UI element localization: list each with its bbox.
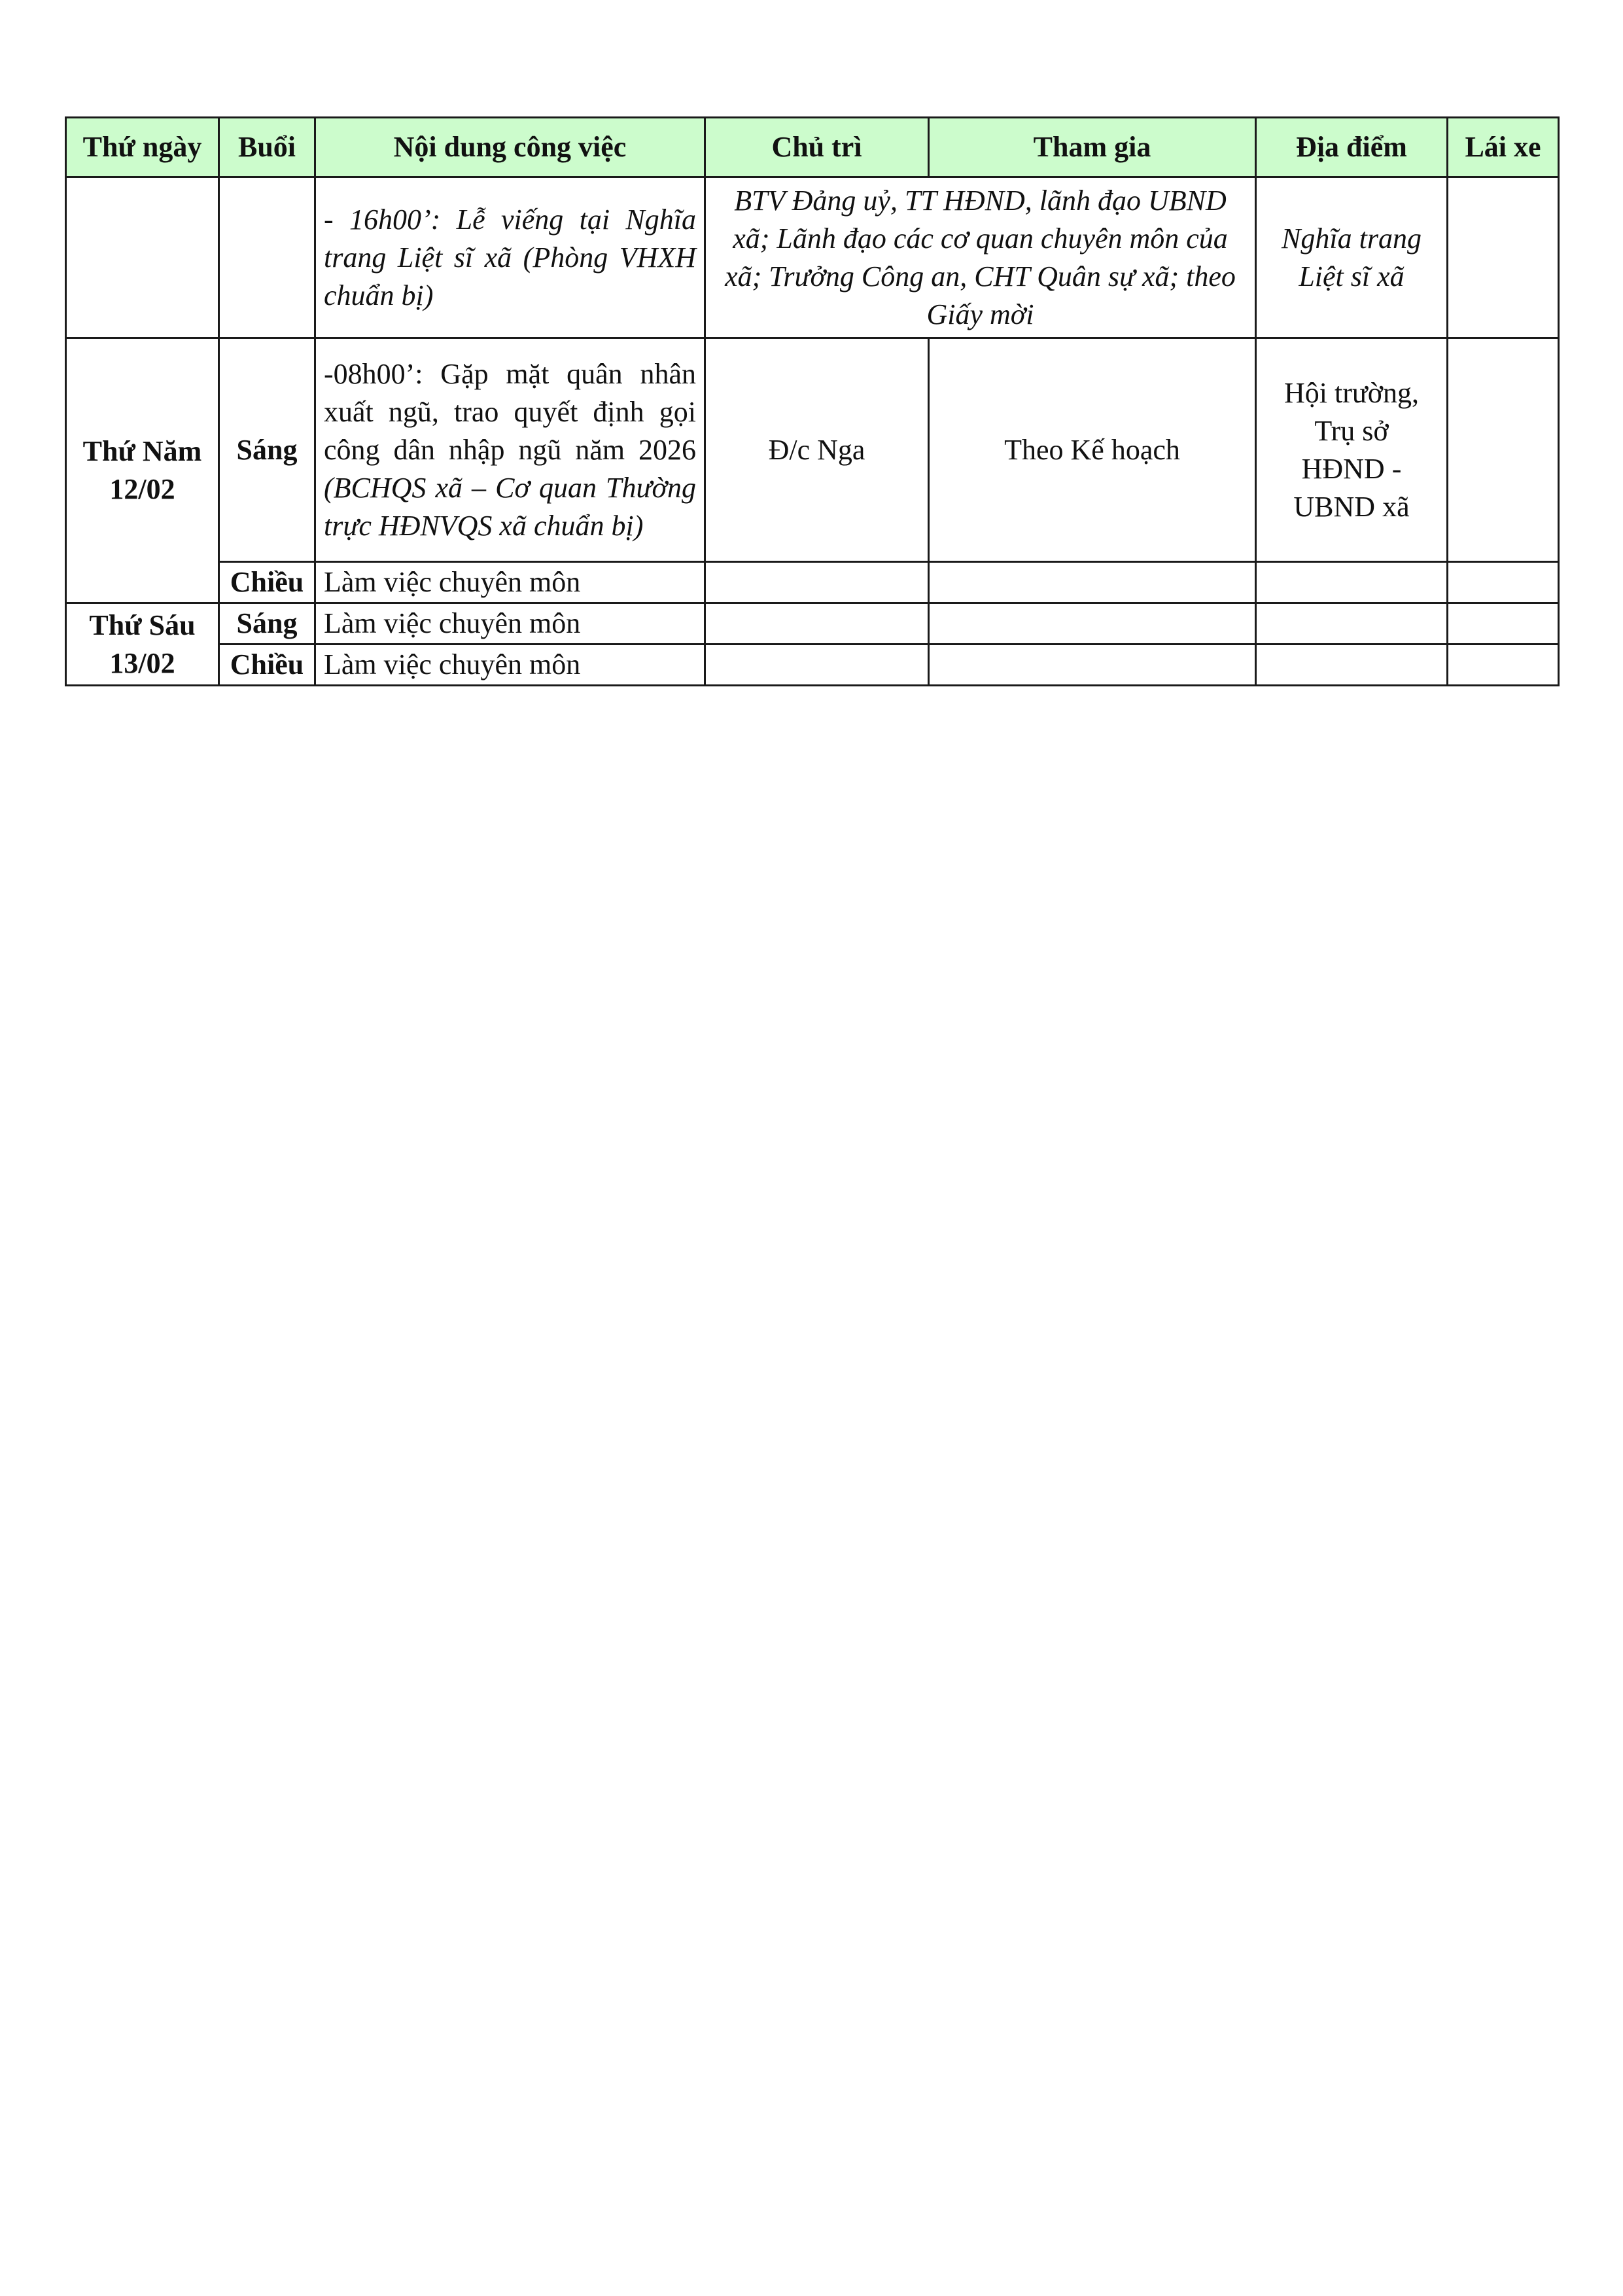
content-note: - 16h00’: Lễ viếng tại Nghĩa trang Liệt sĩ xã (Phòng VHXH chuẩn bị)	[324, 203, 696, 311]
participants-cell	[929, 603, 1256, 645]
session-cell: Sáng	[219, 603, 315, 645]
driver-cell	[1448, 645, 1559, 686]
table-row	[66, 338, 1559, 562]
location-line: HĐND -	[1301, 452, 1402, 485]
location-cell: Nghĩa trang Liệt sĩ xã	[1256, 177, 1448, 338]
day-name: Thứ Năm	[82, 435, 202, 467]
driver-cell	[1448, 177, 1559, 338]
location-cell	[1256, 645, 1448, 686]
table-row	[66, 645, 1559, 686]
table-row	[66, 562, 1559, 603]
location-cell	[1256, 603, 1448, 645]
location-line: Hội trường,	[1284, 376, 1419, 409]
header-participants: Tham gia	[929, 118, 1256, 177]
content-cell: Làm việc chuyên môn	[315, 562, 705, 603]
day-cell	[66, 603, 219, 686]
location-line: Trụ sở	[1314, 414, 1389, 447]
day-date: 12/02	[109, 473, 175, 505]
session-cell: Sáng	[219, 338, 315, 562]
header-content: Nội dung công việc	[315, 118, 705, 177]
content-text: -08h00’: Gặp mặt quân nhân xuất ngũ, trao quyết định gọi công dân nhập ngũ năm 2026	[324, 357, 696, 466]
day-name: Thứ Sáu	[89, 609, 196, 641]
header-driver: Lái xe	[1448, 118, 1559, 177]
work-schedule-table	[65, 116, 1560, 686]
header-day: Thứ ngày	[66, 118, 219, 177]
content-cell	[315, 338, 705, 562]
participants-cell	[929, 645, 1256, 686]
location-cell	[1256, 338, 1448, 562]
driver-cell	[1448, 338, 1559, 562]
session-cell	[219, 177, 315, 338]
content-cell	[315, 177, 705, 338]
day-cell	[66, 177, 219, 338]
content-note: (BCHQS xã – Cơ quan Thường trực HĐNVQS xã chuẩn bị)	[324, 471, 696, 542]
driver-cell	[1448, 603, 1559, 645]
header-session: Buổi	[219, 118, 315, 177]
header-location: Địa điểm	[1256, 118, 1448, 177]
chair-participants-cell: BTV Đảng uỷ, TT HĐND, lãnh đạo UBND xã; Lãnh đạo các cơ quan chuyên môn của xã; Trưởng Công an, CHT Quân sự xã; theo Giấy mời	[705, 177, 1256, 338]
table-row	[66, 603, 1559, 645]
table-row	[66, 177, 1559, 338]
day-cell	[66, 338, 219, 603]
participants-cell	[929, 562, 1256, 603]
chair-cell	[705, 645, 929, 686]
location-cell	[1256, 562, 1448, 603]
chair-cell: Đ/c Nga	[705, 338, 929, 562]
content-cell: Làm việc chuyên môn	[315, 645, 705, 686]
session-cell: Chiều	[219, 562, 315, 603]
session-cell: Chiều	[219, 645, 315, 686]
driver-cell	[1448, 562, 1559, 603]
location-line: UBND xã	[1293, 490, 1410, 523]
header-chair: Chủ trì	[705, 118, 929, 177]
content-cell: Làm việc chuyên môn	[315, 603, 705, 645]
table-header-row	[66, 118, 1559, 177]
chair-cell	[705, 603, 929, 645]
participants-cell: Theo Kế hoạch	[929, 338, 1256, 562]
day-date: 13/02	[109, 646, 175, 679]
chair-cell	[705, 562, 929, 603]
